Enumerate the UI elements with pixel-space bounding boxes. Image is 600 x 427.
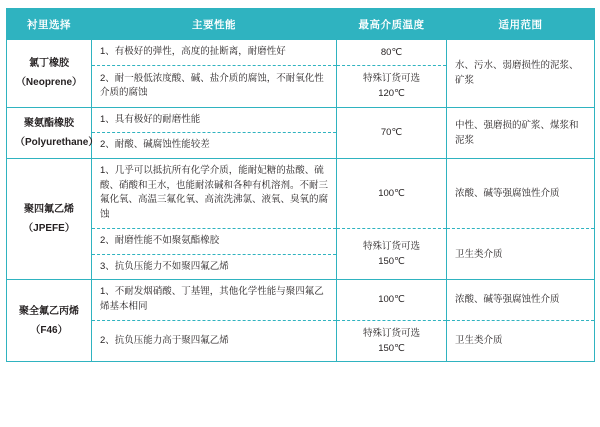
performance-desc: 1、具有极好的耐磨性能 [92,107,337,133]
performance-desc: 2、耐磨性能不如聚氨酯橡胶 [92,228,337,254]
temp-line2: 150℃ [378,256,405,268]
temp-line1: 特殊订货可选 [362,240,420,252]
temp-line1: 特殊订货可选 [362,327,420,339]
performance-desc: 2、耐一般低浓度酸、碱、盐介质的腐蚀，不耐氧化性介质的腐蚀 [92,66,337,107]
header-application-range: 适用范围 [447,9,595,40]
material-name-line1: 聚四氟乙烯 [24,204,74,216]
performance-desc: 1、不耐发烟硝酸、丁基锂，其他化学性能与聚四氟乙烯基本相同 [92,280,337,320]
material-name-line2: （Polyurethane） [15,136,99,148]
material-name-line2: （Neoprene） [15,77,83,89]
application-range: 中性、强磨损的矿浆、煤浆和泥浆 [447,107,595,158]
table-header-row [7,9,595,40]
table-row [7,107,595,133]
material-name-jpefe [7,159,92,280]
material-name-line1: 聚全氟乙丙烯 [19,305,79,317]
table-row [7,320,595,361]
material-name-neoprene [7,40,92,108]
material-name-line2: （F46） [30,324,68,336]
application-range: 卫生类介质 [447,228,595,279]
max-temperature: 100℃ [337,159,447,229]
max-temperature: 100℃ [337,280,447,320]
table-row [7,40,595,66]
temp-line1: 特殊订货可选 [362,73,420,85]
application-range: 浓酸、碱等强腐蚀性介质 [447,280,595,320]
max-temperature: 70℃ [337,107,447,158]
performance-desc: 3、抗负压能力不如聚四氟乙烯 [92,254,337,280]
material-name-line2: （JPEFE） [23,223,75,235]
max-temperature [337,320,447,361]
application-range: 浓酸、碱等强腐蚀性介质 [447,159,595,229]
temp-line2: 150℃ [378,342,405,354]
header-main-performance: 主要性能 [92,9,337,40]
performance-desc: 1、几乎可以抵抗所有化学介质，能耐妃糖的盐酸、硫酸、硝酸和王水，也能耐浓碱和各种有机溶剂。不耐三氟化氧、高温三氟化氧、高流洗沸氯、液氧、臭氧的腐蚀 [92,159,337,229]
material-name-line1: 聚氨酯橡胶 [24,117,74,129]
header-lining-selection: 衬里选择 [7,9,92,40]
material-name-polyurethane [7,107,99,158]
max-temperature [337,66,447,107]
application-range: 卫生类介质 [447,320,595,361]
header-max-medium-temperature: 最高介质温度 [337,9,447,40]
table-row [7,159,595,229]
table-row [7,280,595,320]
performance-desc: 2、抗负压能力高于聚四氟乙烯 [92,320,337,361]
max-temperature: 80℃ [337,40,447,66]
max-temperature [337,228,447,279]
performance-desc: 2、耐酸、碱腐蚀性能较差 [92,133,337,159]
material-name-line1: 氯丁橡胶 [29,58,69,70]
performance-desc: 1、有极好的弹性，高度的扯断离，耐磨性好 [92,40,337,66]
table-row [7,228,595,254]
material-name-f46 [7,280,92,362]
lining-selection-table [6,8,595,362]
application-range: 水、污水、弱磨损性的泥浆、矿浆 [447,40,595,108]
temp-line2: 120℃ [378,88,405,100]
